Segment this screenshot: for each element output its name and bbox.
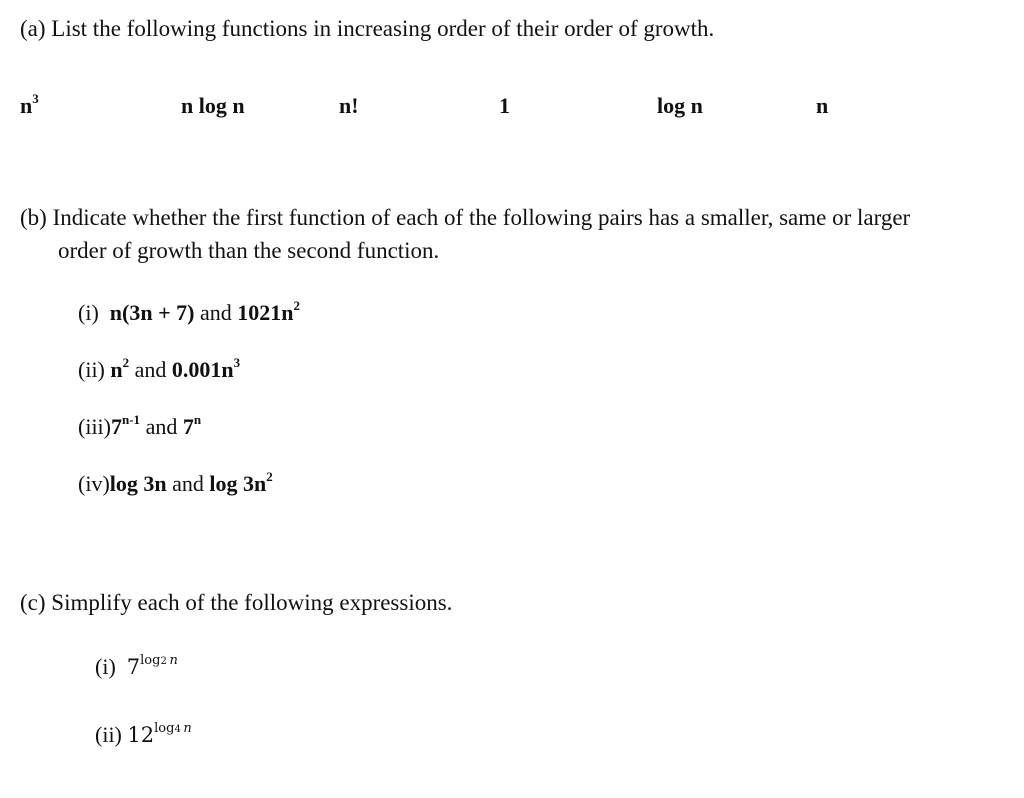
expression-i-math: $7^{log2 n}$ (126, 653, 178, 679)
expression-ii-math: $12^{log4 n}$ (127, 721, 192, 747)
pair-i: (i) n(3n + 7) and $1021n^2$ (78, 297, 300, 325)
expression-i: (i) $7^{log2 n}$ (95, 653, 178, 679)
pair-iii: (iii)7$^{n-1}$ and 7$^n$ (78, 411, 202, 439)
function-n-log-n: n log n (181, 93, 245, 118)
function-n-factorial: n! (339, 93, 359, 118)
function-log-n: log n (657, 93, 703, 118)
part-b-question-line1: (b) Indicate whether the first function of each of the following pairs has a smaller, same or larger (20, 205, 911, 230)
part-a-question: (a) List the following functions in increasing order of their order of growth. (20, 16, 715, 41)
expression-ii: (ii) $12^{log4 n}$ (95, 721, 192, 747)
pair-ii: (ii) $n^2$ and $0.001n^3$ (78, 354, 241, 382)
function-constant-one: 1 (499, 93, 510, 118)
part-c-question: (c) Simplify each of the following expressions. (20, 590, 453, 615)
part-b-question-line2: order of growth than the second function. (58, 238, 440, 263)
pair-iv: (iv)log 3n and $\log 3n^2$ (78, 468, 273, 496)
function-n: n (816, 93, 829, 118)
function-n-cubed: $n^3$ (20, 90, 39, 118)
